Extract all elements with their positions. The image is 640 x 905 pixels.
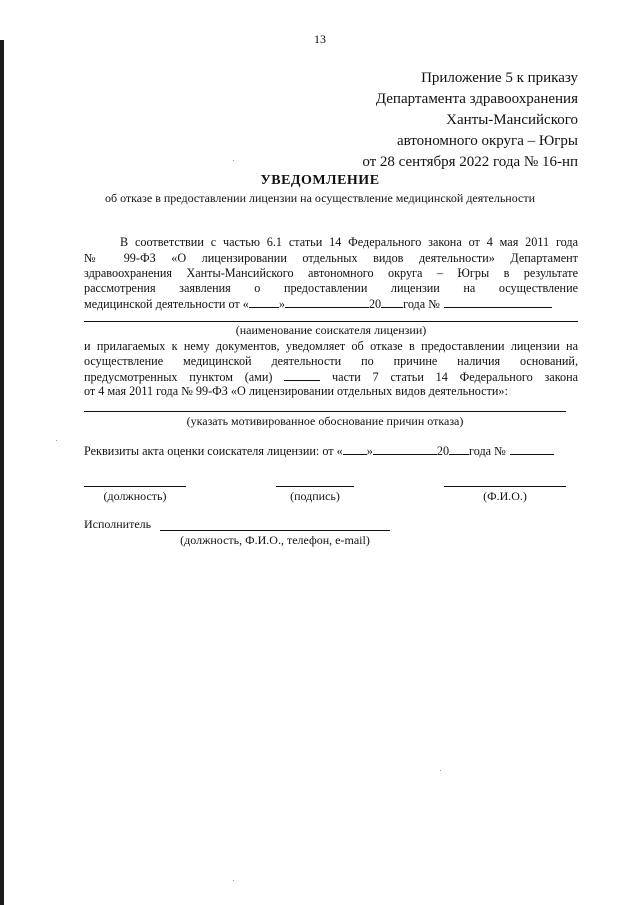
signature-line[interactable] xyxy=(276,486,354,487)
name-line[interactable] xyxy=(444,486,566,487)
executor-caption: (должность, Ф.И.О., телефон, e-mail) xyxy=(180,533,370,547)
paragraph2-line-4: от 4 мая 2011 года № 99-ФЗ «О лицензировании отдельных видов деятельности»: xyxy=(84,384,508,398)
assessment-prefix: Реквизиты акта оценки соискателя лицензии: от « xyxy=(84,444,343,458)
paragraph1-line-3: здравоохранения Ханты-Мансийского автономного округа – Югры в результате xyxy=(84,266,578,280)
executor-line[interactable] xyxy=(160,530,390,531)
paragraph1-line-2: № 99-ФЗ «О лицензировании отдельных видов деятельности» Департамент xyxy=(84,251,578,265)
assessment-day-blank[interactable] xyxy=(343,443,367,455)
caption-signature: (подпись) xyxy=(290,489,340,503)
caption-reason: (указать мотивированное обоснование причин отказа) xyxy=(186,414,464,428)
assessment-year-prefix: 20 xyxy=(436,444,450,458)
assessment-number-blank[interactable] xyxy=(510,443,554,455)
caption-applicant: (наименование соискателя лицензии) xyxy=(235,323,427,337)
approval-line-4: автономного округа – Югры xyxy=(396,133,578,149)
scan-speck xyxy=(233,880,234,881)
executor-label: Исполнитель xyxy=(84,517,152,531)
license-number-label: года № xyxy=(403,297,440,311)
approval-line-3: Ханты-Мансийского xyxy=(446,112,578,128)
assessment-number-label: года № xyxy=(469,444,506,458)
approval-line-1: Приложение 5 к приказу xyxy=(421,70,578,86)
paragraph1-line-1: В соответствии с частью 6.1 статьи 14 Федерального закона от 4 мая 2011 года xyxy=(120,235,578,249)
scan-speck xyxy=(233,160,234,161)
assessment-line xyxy=(84,443,578,459)
points-prefix: предусмотренных пунктом (ами) xyxy=(84,370,273,384)
license-month-blank[interactable] xyxy=(285,296,369,308)
license-date-prefix: медицинской деятельности от « xyxy=(84,297,249,311)
license-year-prefix: 20 xyxy=(368,297,382,311)
points-blank[interactable] xyxy=(284,369,320,381)
document-title: УВЕДОМЛЕНИЕ xyxy=(260,173,380,188)
page-number: 13 xyxy=(314,32,326,46)
scan-speck xyxy=(440,770,441,771)
document-subtitle: об отказе в предоставлении лицензии на осуществление медицинской деятельности xyxy=(104,191,536,205)
caption-position: (должность) xyxy=(103,489,167,503)
assessment-month-blank[interactable] xyxy=(373,443,437,455)
approval-line-2: Департамента здравоохранения xyxy=(375,91,578,107)
license-year-blank[interactable] xyxy=(381,296,403,308)
license-number-blank[interactable] xyxy=(444,296,552,308)
caption-name: (Ф.И.О.) xyxy=(483,489,527,503)
scan-left-edge xyxy=(0,40,4,905)
points-suffix: части 7 статьи 14 Федерального закона xyxy=(332,370,579,384)
paragraph2-line-3 xyxy=(84,369,578,385)
paragraph2-line-2: осуществление медицинской деятельности по причине наличия оснований, xyxy=(84,354,578,368)
applicant-name-line[interactable] xyxy=(84,321,578,322)
scan-speck xyxy=(56,440,57,441)
paragraph1-line-5 xyxy=(84,296,578,312)
assessment-year-blank[interactable] xyxy=(449,443,469,455)
license-day-blank[interactable] xyxy=(249,296,279,308)
position-line[interactable] xyxy=(84,486,186,487)
license-date-quote: » xyxy=(278,297,285,311)
approval-line-5: от 28 сентября 2022 года № 16-нп xyxy=(362,154,578,170)
approval-block xyxy=(362,68,578,173)
paragraph2-line-1: и прилагаемых к нему документов, уведомляет об отказе в предоставлении лицензии на xyxy=(84,339,578,353)
reason-line[interactable] xyxy=(84,411,566,412)
paragraph1-line-4: рассмотрения заявления о предоставлении лицензии на осуществление xyxy=(84,281,578,295)
assessment-quote: » xyxy=(366,444,373,458)
